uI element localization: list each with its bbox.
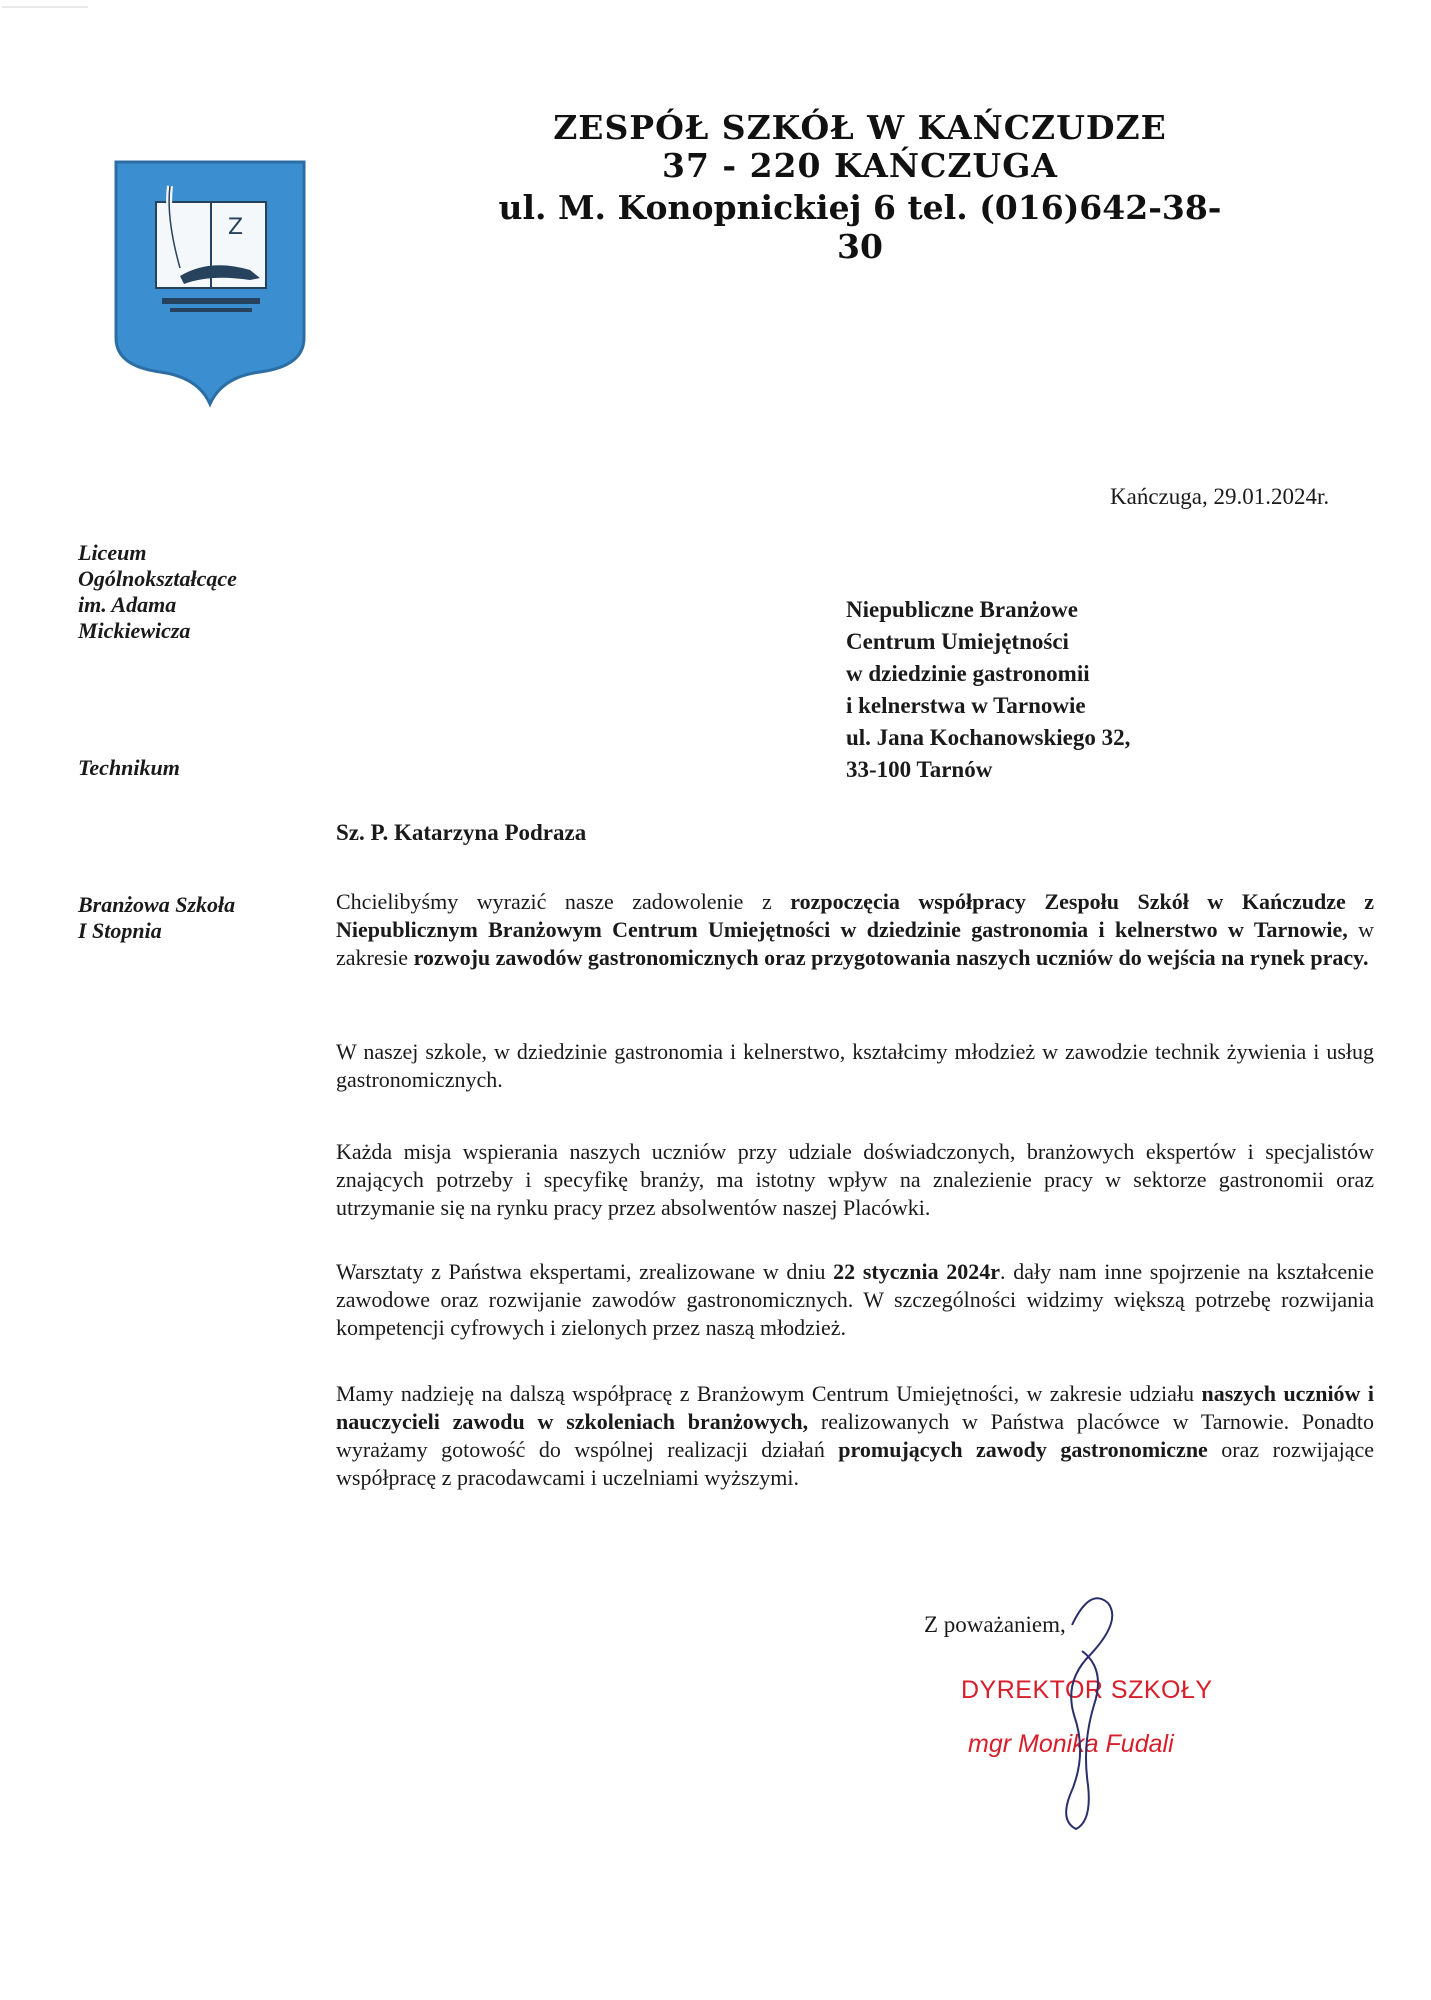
- school-name-liceum: Liceum Ogólnokształcące im. Adama Mickiewicza: [78, 540, 237, 643]
- school-name-technikum: Technikum: [78, 755, 180, 780]
- body-paragraph: Mamy nadzieję na dalszą współpracę z Branżowym Centrum Umiejętności, w zakresie udziału naszych uczniów i nauczycieli zawodu w szkoleniach branżowych, realizowanych w Państwa placówce w Tarnowie. Ponadto wyrażamy gotowość do wspólnej realizacji działań promujących zawody gastronomiczne oraz rozwijające współpracę z pracodawcami i uczelniami wyższymi.: [336, 1381, 1374, 1490]
- body-paragraph: Warsztaty z Państwa ekspertami, zrealizowane w dniu 22 stycznia 2024r. dały nam inne spojrzenie na kształcenie zawodowe oraz rozwijanie zawodów gastronomicznych. W szczególności widzimy większą potrzebę rozwijania kompetencji cyfrowych i zielonych przez naszą młodzież.: [336, 1259, 1375, 1340]
- closing-phrase: Z poważaniem,: [924, 1612, 1066, 1637]
- signatory-role-stamp: DYREKTOR SZKOŁY: [961, 1676, 1213, 1704]
- body-paragraph: Każda misja wspierania naszych uczniów przy udziale doświadczonych, branżowych ekspertów i specjalistów znających potrzeby i specyfikę branży, ma istotny wpływ na znalezienie pracy w sektorze gastronomii oraz utrzymanie się na rynku pracy przez absolwentów naszej Placówki.: [336, 1139, 1374, 1220]
- handwritten-signature: [1030, 1585, 1140, 1835]
- letter-date: Kańczuga, 29.01.2024r.: [1110, 484, 1330, 509]
- letterhead-city: 37 - 220 KAŃCZUGA: [661, 146, 1058, 185]
- school-name-branzowa: Branżowa Szkoła I Stopnia: [78, 892, 236, 943]
- scan-edge-mark: [0, 0, 90, 12]
- letterhead-address: ul. M. Konopnickiej 6 tel. (016)642-38-30: [498, 188, 1222, 266]
- svg-text:Z: Z: [228, 215, 244, 240]
- body-paragraph: Chcielibyśmy wyrazić nasze zadowolenie z rozpoczęcia współpracy Zespołu Szkół w Kańczudze z Niepublicznym Branżowym Centrum Umiejętności w dziedzinie gastronomia i kelnerstwo w Tarnowie, w zakresie rozwoju zawodów gastronomicznych oraz przygotowania naszych uczniów do wejścia na rynek pracy.: [336, 889, 1375, 970]
- salutation: Sz. P. Katarzyna Podraza: [336, 820, 587, 845]
- signatory-name-stamp: mgr Monika Fudali: [968, 1730, 1174, 1758]
- letterhead-title: ZESPÓŁ SZKÓŁ W KAŃCZUDZE: [553, 108, 1167, 147]
- recipient-address: Niepubliczne Branżowe Centrum Umiejętności w dziedzinie gastronomii i kelnerstwa w Tarnowie ul. Jana Kochanowskiego 32, 33-100 Tarnów: [846, 597, 1131, 782]
- school-crest-book-icon: [110, 158, 310, 408]
- body-paragraph: W naszej szkole, w dziedzinie gastronomia i kelnerstwo, kształcimy młodzież w zawodzie technik żywienia i usług gastronomicznych.: [336, 1039, 1374, 1092]
